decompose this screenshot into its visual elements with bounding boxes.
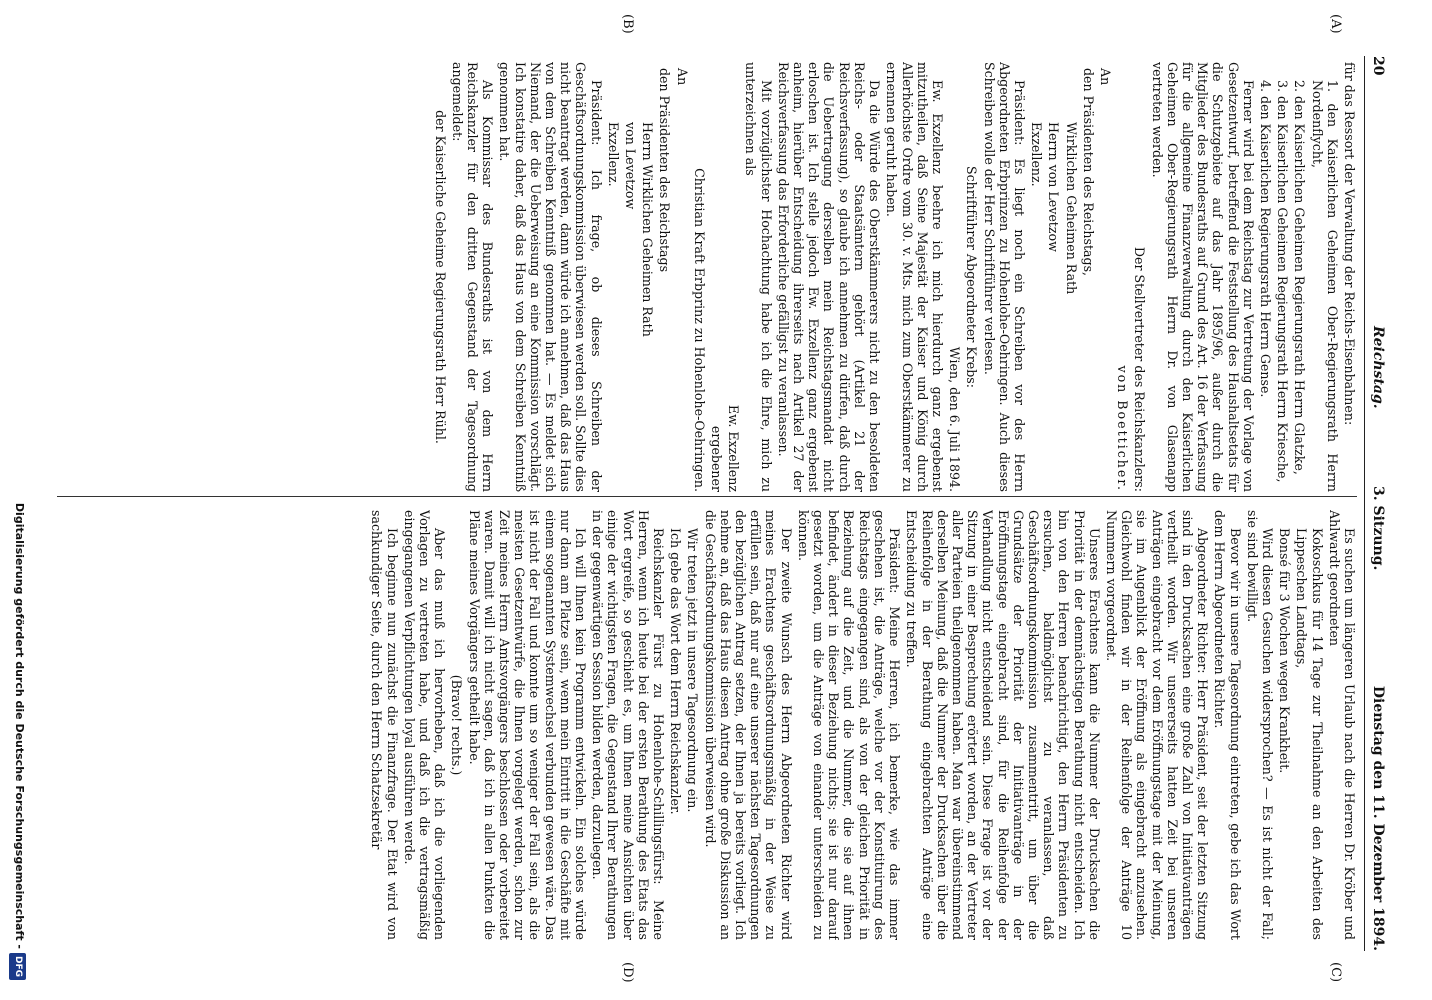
paragraph: Unseres Erachtens kann die Nummer der Drucksachen die Priorität in der demnächstigen Berathung nicht entscheiden. Ich bin von den Herren benachrichtigt, den Herrn Präsidenten zu ersuchen, baldmöglichst zu veranlassen, daß Geschäftsordnungskommission zusammentritt, um über die Grundsätze der Priorität der Initiativanträge in der Eröffnungstage eingebracht sind, für die Reihenfolge der Verhandlung nicht entscheidend sein. Diese Frage ist vor der Sitzung in einer Besprechung erörtert worden, an der Vertreter aller Parteien theilgenommen haben. Man war übereinstimmend derselben Meinung, daß die Nummer der Drucksachen über die Reihenfolge in der Berathung eingebrachten Anträge eine Entscheidung zu treffen.: [904, 510, 1102, 940]
address-line: An: [674, 68, 690, 86]
list-item: 1. den Kaiserlichen Geheimen Ober-Regierungsrath Herrn Nordenflycht,: [1309, 80, 1340, 492]
closing-line: Ew. Exzellenz: [726, 404, 742, 492]
address-line: Herrn Wirklichen Geheimen Rath: [640, 122, 656, 337]
paragraph: Präsident: Es liegt noch ein Schreiben vor des Herrn Abgeordneten Erbprinzen zu Hohenlohe-Oehringen. Auch dieses Schreiben wolle der Herr Schriftführer verlesen.: [981, 62, 1027, 492]
margin-marker-c: (C): [1328, 962, 1343, 983]
list-item: 3. den Kaiserlichen Geheimen Regierungsrath Herrn Kriesche,: [1275, 80, 1291, 483]
paragraph: Der zweite Wunsch des Herrn Abgeordneten Richter wird meines Erachtens geschäftsordnungsmäßig in der Weise zu erfüllen sein, daß nur auf eine unserer nächsten Tagesordnungen den bezüglichen Antrag setzen, der Ihnen ja bereits vorliegt. Ich nehme an, daß das Haus diesen Antrag ohne große Diskussion an die Geschäftsordnungskommission überweisen wird.: [702, 510, 794, 940]
paragraph: Es suchen um längeren Urlaub nach die Herren Dr. Kröber und Ahlwardt geordneten: [1326, 510, 1357, 940]
column-divider: [57, 496, 1357, 497]
page-number: 20: [1370, 56, 1386, 76]
address-line: Herrn von Levetzow: [1046, 122, 1062, 252]
paragraph: Bevor wir in unsere Tagesordnung eintreten, gebe ich das Wort dem Herrn Abgeordneten Richter.: [1212, 510, 1243, 940]
address-line: An: [1097, 68, 1113, 86]
signature-role: Der Stellvertreter des Reichskanzlers:: [1132, 246, 1148, 492]
header-title: Reichstag.: [1370, 326, 1386, 409]
address-line: den Präsidenten des Reichstags,: [1080, 68, 1096, 277]
address-line: Exzellenz.: [1029, 122, 1045, 187]
signature-name: von Boetticher.: [1115, 365, 1131, 492]
header-date: Dienstag den 11. Dezember 1894.: [1370, 685, 1386, 951]
digitization-credit: [5, 0, 27, 1000]
margin-marker-b: (B): [620, 14, 635, 34]
credit-text: Digitalisierung gefördert durch die Deutsche Forschungsgemeinschaft -: [13, 502, 26, 949]
paragraph: Ich will Ihnen kein Programm entwickeln. Ein solches würde nur dann am Platze sein, wenn mein Eintritt in die Geschäfte mit einem sogenannten Systemwechsel verbunden gewesen wäre. Das ist nicht der Fall und konnte um so weniger der Fall sein, als die meisten Gesetzentwürfe, die Ihnen vorgelegt werden, schon zur Zeit meines Herrn Amtsvorgängers beschlossen oder vorbereitet waren. Damit will ich nicht sagen, daß ich in allen Punkten die Pläne meines Vorgängers getheilt habe.: [466, 510, 589, 940]
dfg-logo: DFG: [9, 953, 26, 980]
paragraph: für das Ressort der Verwaltung der Reichs-Eisenbahnen:: [1342, 62, 1357, 426]
paragraph: Als Kommissar des Bundesraths ist von dem Herrn Reichskanzler für den dritten Gegenstand der Tagesordnung angemeldet:: [449, 62, 496, 492]
right-column: [57, 510, 1357, 940]
paragraph: Ich beginne nun zunächst die Finanzfrage. Der Etat wird von sachkundiger Seite, durch den Herrn Schatzsekretär: [369, 510, 400, 940]
signature-name: Christian Kraft Erbprinz zu Hohenlohe-Oehringen.: [691, 168, 707, 492]
paragraph: Mit vorzüglichster Hochachtung habe ich die Ehre, mich zu unterzeichnen als: [743, 62, 774, 492]
paragraph: Wird diesen Gesuchen widersprochen? — Es ist nicht der Fall; sie sind bewilligt.: [1244, 510, 1275, 940]
list-item: 4. den Kaiserlichen Regierungsrath Herrn Gense.: [1257, 80, 1273, 398]
page-header: [1364, 56, 1387, 951]
header-session: 3. Sitzung.: [1370, 486, 1386, 571]
margin-marker-a: (A): [1328, 14, 1343, 34]
margin-marker-d: (D): [620, 962, 635, 983]
paragraph: Präsident: Meine Herren, ich bemerke, wie das immer geschehen ist, die Anträge, welche vor der Konstituirung des Reichstags eingegangen sind, als von der gleichen Priorität in Beziehung auf die Zeit, und die Nummer, die sie auf ihnen befindet, ändert in dieser Beziehung nichts; sie ist nur darauf gesetzt worden, um die Anträge von einander unterscheiden zu können.: [795, 510, 903, 940]
list-item: Bonsé für 3 Wochen wegen Krankheit.: [1277, 528, 1293, 774]
paragraph: der Kaiserliche Geheime Regierungsrath Herr Rühl.: [432, 110, 448, 444]
list-item: 2. den Kaiserlichen Geheimen Regierungsrath Herrn Glatzke,: [1292, 80, 1308, 475]
speaker-line: Schriftführer Abgeordneter Krebs:: [964, 165, 980, 389]
list-item: Kokoschkus für 14 Tage zur Theilnahme an den Arbeiten des Lippeschen Landtags,: [1294, 528, 1325, 940]
paragraph: Ferner wird bei dem Reichstag zur Vertretung der Vorlage von Gesetzentwurf, betreffend die Feststellung des Haushaltsetats für die Schutzgebiete auf das Jahr 1895/96, außer durch die Mitglieder des Bundesraths auf Grund des Art. 16 der Verfassung für die allgemeine Finanzverwaltung durch den Kaiserlichen Geheimen Ober-Regierungsrath Herrn Dr. von Glasenapp vertreten werden.: [1149, 62, 1256, 492]
address-line: Exzellenz.: [605, 122, 621, 187]
paragraph: Aber das muß ich hervorheben, daß ich die vorliegenden Vorlagen zu vertreten habe, und daß ich die vertragsmäßig eingegangenen Verpflichtungen loyal ausführen werde.: [401, 510, 448, 940]
paragraph: Reichskanzler Fürst zu Hohenlohe-Schillingsfürst: Meine Herren, wenn ich heute bei der ersten Berathung des Etats das Wort ergreife, so geschieht es, um Ihnen meine Ansichten über einige der wichtigsten Fragen, die Gegenstand Ihrer Berathungen in der gegenwärtigen Session bilden werden, darzulegen.: [590, 510, 667, 940]
interjection: (Bravo! rechts.): [449, 674, 465, 776]
paragraph: Wir treten jetzt in unsere Tagesordnung ein.: [685, 528, 701, 813]
left-column: [57, 62, 1357, 492]
address-line: Wirklichen Geheimen Rath: [1063, 122, 1079, 295]
closing-line: ergebener: [709, 425, 725, 492]
paragraph: Da die Würde des Oberstkämmerers nicht zu den besoldeten Reichs- oder Staatsämtern gehört (Artikel 21 der Reichsverfassung), so glaube ich annehmen zu dürfen, daß durch die Uebertragung derselben mein Reichstagsmandat nicht erloschen ist. Ich stelle jedoch Ew. Exzellenz ganz ergebenst anheim, hierüber Entscheidung ihrerseits nach Artikel 27 der Reichsverfassung das Erforderliche gefälligst zu veranlassen.: [775, 62, 883, 492]
address-line: von Levetzow: [623, 122, 639, 210]
paragraph: Abgeordneter Richter: Herr Präsident, seit der letzten Sitzung sind in den Drucksachen eine große Zahl von Initiativanträgen vertheilt worden. Wir unsererseits hatten Zeit bei unseren Anträgen eingebracht vor dem Eröffnungstage mit der Meinung, sie im Augenblick der Eröffnung als eingebracht anzusehen. Gleichwohl finden wir in der Reihenfolge der Anträge 10 Nummern vorgeordnet.: [1103, 510, 1211, 940]
letter-date: Wien, den 6. Juli 1894.: [947, 346, 963, 492]
address-line: den Präsidenten des Reichstags: [657, 68, 673, 273]
paragraph: Ew. Exzellenz beehre ich mich hierdurch ganz ergebenst mitzutheilen, daß Seine Majestät der Kaiser und König durch Allerhöchste Ordre vom 30. v. Mts. mich zum Oberstkämmerer zu ernennen geruht haben.: [884, 62, 945, 492]
paragraph: Präsident: Ich frage, ob dieses Schreiben der Geschäftsordnungskommission überwiesen werden soll. Sollte dies nicht beantragt werden, dann würde ich annehmen, daß das Haus von dem Schreiben Kenntniß genommen hat. — Es meldet sich Niemand, der die Ueberweisung an eine Kommission vorschlägt. Ich konstatire daher, daß das Haus von dem Schreiben Kenntniß genommen hat.: [497, 62, 604, 492]
paragraph: Ich gebe das Wort dem Herrn Reichskanzler.: [668, 528, 684, 815]
